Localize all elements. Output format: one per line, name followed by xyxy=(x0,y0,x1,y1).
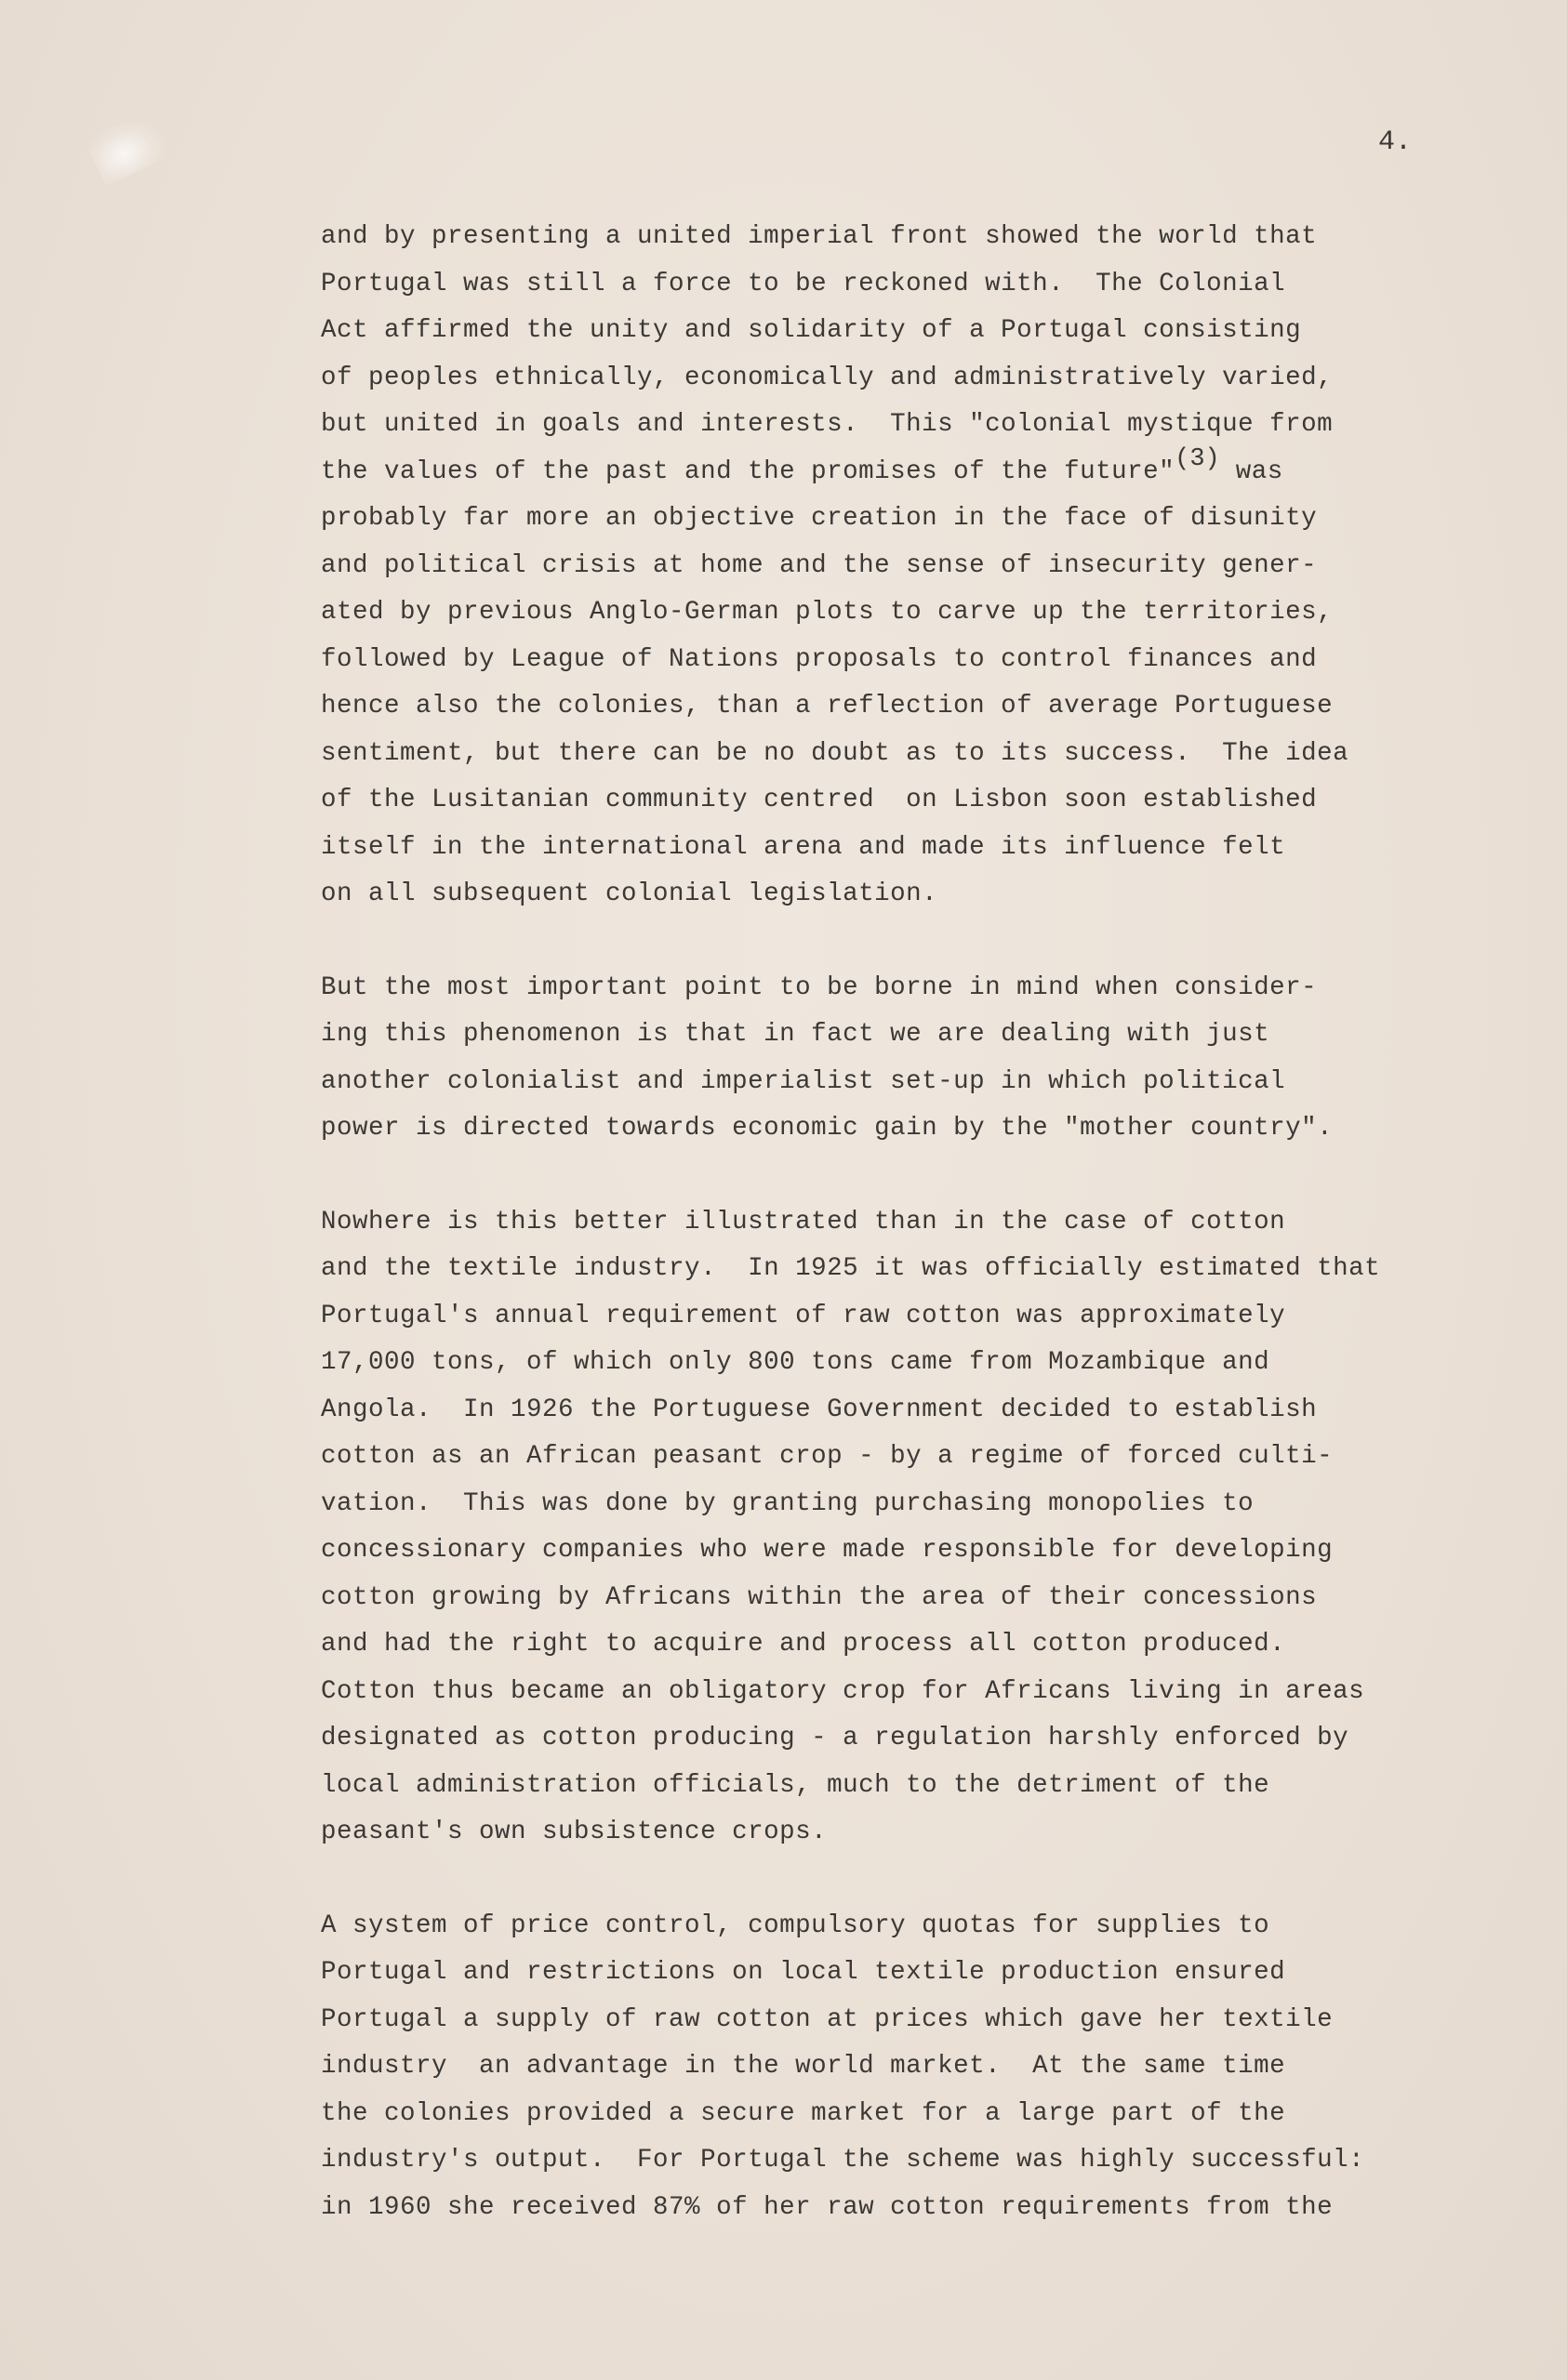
text-line: But the most important point to be borne in mind when consider- xyxy=(321,972,1318,1002)
text-line: 17,000 tons, of which only 800 tons came from Mozambique and xyxy=(321,1348,1270,1377)
text-line: and by presenting a united imperial front showed the world that xyxy=(321,222,1318,251)
text-line: Portugal was still a force to be reckoned with. The Colonial xyxy=(321,269,1286,298)
text-line: industry an advantage in the world market. At the same time xyxy=(321,2052,1286,2081)
body-text xyxy=(321,214,1474,2278)
paper-smudge xyxy=(83,106,173,186)
text-line: cotton growing by Africans within the area of their concessions xyxy=(321,1582,1318,1612)
text-line: power is directed towards economic gain by the "mother country". xyxy=(321,1114,1334,1143)
text-line-segment: the values of the past and the promises of the future" xyxy=(321,456,1175,486)
text-line: industry's output. For Portugal the scheme was highly successful: xyxy=(321,2146,1365,2175)
text-line: Nowhere is this better illustrated than in the case of cotton xyxy=(321,1207,1286,1236)
text-line: Cotton thus became an obligatory crop for Africans living in areas xyxy=(321,1676,1365,1706)
paragraph-1 xyxy=(321,214,1474,919)
text-line-segment: was xyxy=(1219,456,1283,486)
text-line: Portugal a supply of raw cotton at prices which gave her textile xyxy=(321,2004,1334,2034)
paragraph-3 xyxy=(321,1199,1474,1857)
page-number: 4. xyxy=(1378,126,1413,158)
text-line: concessionary companies who were made responsible for developing xyxy=(321,1536,1334,1565)
text-line: peasant's own subsistence crops. xyxy=(321,1818,828,1846)
text-line: ing this phenomenon is that in fact we are dealing with just xyxy=(321,1020,1270,1049)
text-line: itself in the international arena and made its influence felt xyxy=(321,832,1286,862)
text-line: designated as cotton producing - a regulation harshly enforced by xyxy=(321,1724,1349,1752)
text-line: Angola. In 1926 the Portuguese Government decided to establish xyxy=(321,1395,1318,1424)
text-line: of the Lusitanian community centred on Lisbon soon established xyxy=(321,786,1318,814)
text-line: sentiment, but there can be no doubt as to its success. The idea xyxy=(321,738,1349,768)
text-line: local administration officials, much to the detriment of the xyxy=(321,1770,1270,1800)
text-line: of peoples ethnically, economically and administratively varied, xyxy=(321,363,1334,392)
footnote-reference: (3) xyxy=(1175,444,1220,473)
text-line: and political crisis at home and the sense of insecurity gener- xyxy=(321,550,1318,580)
text-line: and had the right to acquire and process all cotton produced. xyxy=(321,1630,1286,1659)
paragraph-4 xyxy=(321,1903,1474,2232)
text-line: followed by League of Nations proposals to control finances and xyxy=(321,644,1318,674)
text-line: hence also the colonies, than a reflection of average Portuguese xyxy=(321,692,1334,721)
text-line: A system of price control, compulsory quotas for supplies to xyxy=(321,1911,1270,1940)
text-line: Portugal's annual requirement of raw cotton was approximately xyxy=(321,1301,1286,1330)
text-line: the colonies provided a secure market for a large part of the xyxy=(321,2098,1286,2128)
text-line: vation. This was done by granting purchasing monopolies to xyxy=(321,1488,1255,1518)
text-line-with-footnote xyxy=(321,444,1474,496)
text-line: and the textile industry. In 1925 it was officially estimated that xyxy=(321,1254,1381,1283)
text-line: probably far more an objective creation in the face of disunity xyxy=(321,504,1318,533)
text-line: on all subsequent colonial legislation. xyxy=(321,879,938,908)
text-line: but united in goals and interests. This "colonial mystique from xyxy=(321,410,1334,439)
paragraph-2 xyxy=(321,965,1474,1153)
text-line: cotton as an African peasant crop - by a regime of forced culti- xyxy=(321,1442,1334,1471)
text-line: Portugal and restrictions on local textile production ensured xyxy=(321,1958,1286,1987)
text-line: in 1960 she received 87% of her raw cotton requirements from the xyxy=(321,2192,1334,2222)
text-line: ated by previous Anglo-German plots to carve up the territories, xyxy=(321,598,1334,627)
text-line: Act affirmed the unity and solidarity of a Portugal consisting xyxy=(321,316,1302,345)
text-line: another colonialist and imperialist set-up in which political xyxy=(321,1066,1286,1096)
